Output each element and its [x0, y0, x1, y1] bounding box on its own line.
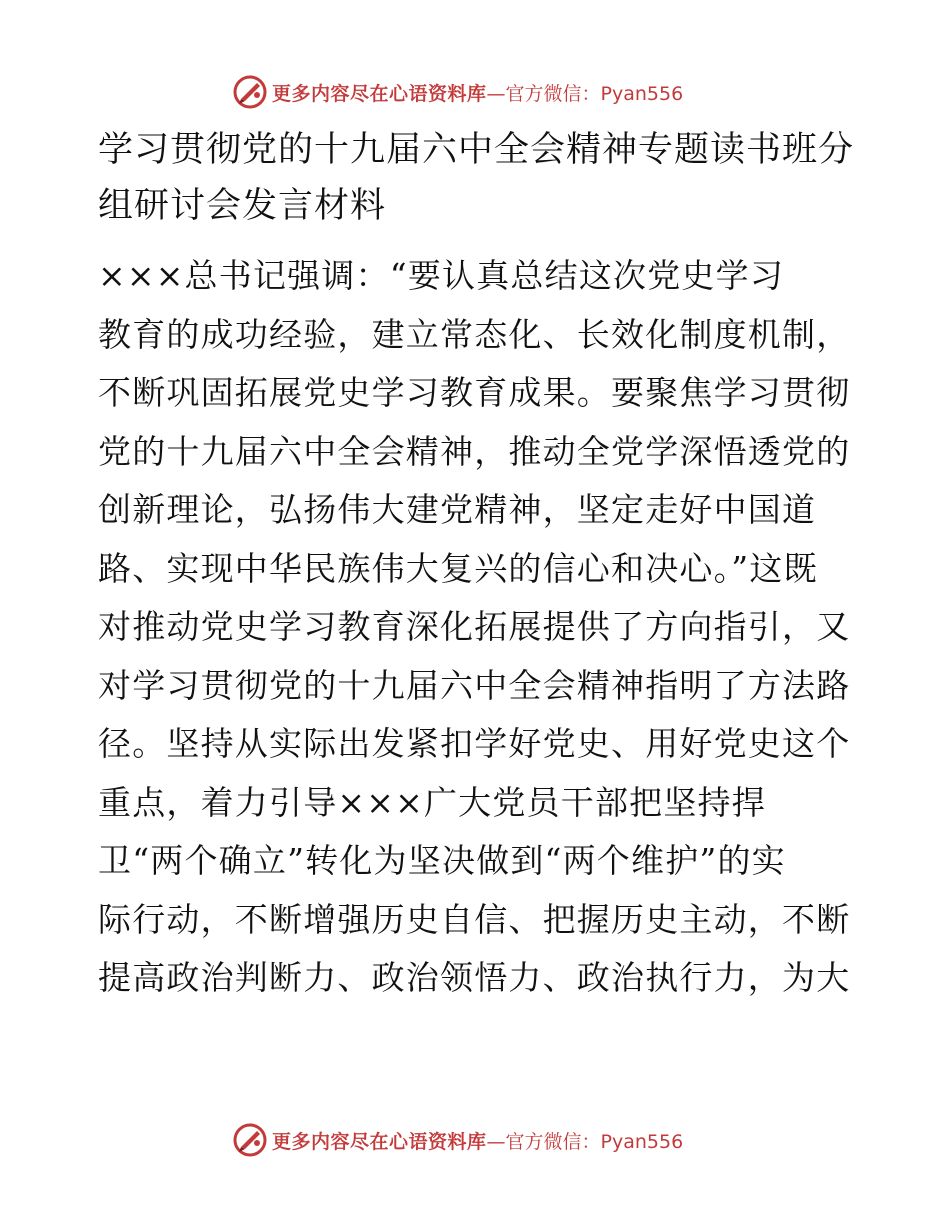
watermark-site-text: 更多内容尽在心语资料库 — [272, 82, 487, 105]
body-line: 不断巩固拓展党史学习教育成果。要聚焦学习贯彻 — [98, 373, 851, 412]
title-line: 学习贯彻党的十九届六中全会精神专题读书班分 — [98, 130, 855, 170]
body-line: 路、实现中华民族伟大复兴的信心和决心。”这既 — [98, 548, 818, 588]
document-title — [98, 122, 858, 234]
watermark-site-text: 更多内容尽在心语资料库 — [272, 1130, 487, 1153]
body-line: 创新理论，弘扬伟大建党精神，坚定走好中国道 — [98, 490, 817, 529]
document-body — [98, 247, 858, 1008]
footer-watermark — [232, 1120, 683, 1160]
quill-pen-logo-icon — [232, 1122, 268, 1158]
body-line: 党的十九届六中全会精神，推动全党学深悟透党的 — [98, 431, 851, 471]
body-line: 提高政治判断力、政治领悟力、政治执行力，为大 — [98, 958, 851, 997]
body-line: 际行动，不断增强历史自信、把握历史主动，不断 — [98, 899, 851, 939]
quill-pen-logo-icon — [232, 74, 268, 110]
body-line: 卫“两个确立”转化为坚决做到“两个维护”的实 — [98, 841, 786, 880]
title-line: 组研讨会发言材料 — [98, 186, 387, 226]
body-line: 重点，着力引导×××广大党员干部把坚持捍 — [98, 782, 766, 822]
body-line: 对学习贯彻党的十九届六中全会精神指明了方法路 — [98, 665, 851, 705]
watermark-contact-text: —官方微信：Pyan556 — [486, 82, 684, 105]
watermark-contact-text: —官方微信：Pyan556 — [486, 1130, 684, 1153]
body-line: 对推动党史学习教育深化拓展提供了方向指引，又 — [98, 607, 851, 646]
body-line: ×××总书记强调：“要认真总结这次党史学习 — [98, 256, 785, 295]
body-line: 教育的成功经验，建立常态化、长效化制度机制， — [98, 314, 851, 354]
body-line: 径。坚持从实际出发紧扣学好党史、用好党史这个 — [98, 724, 851, 763]
header-watermark — [232, 72, 683, 112]
